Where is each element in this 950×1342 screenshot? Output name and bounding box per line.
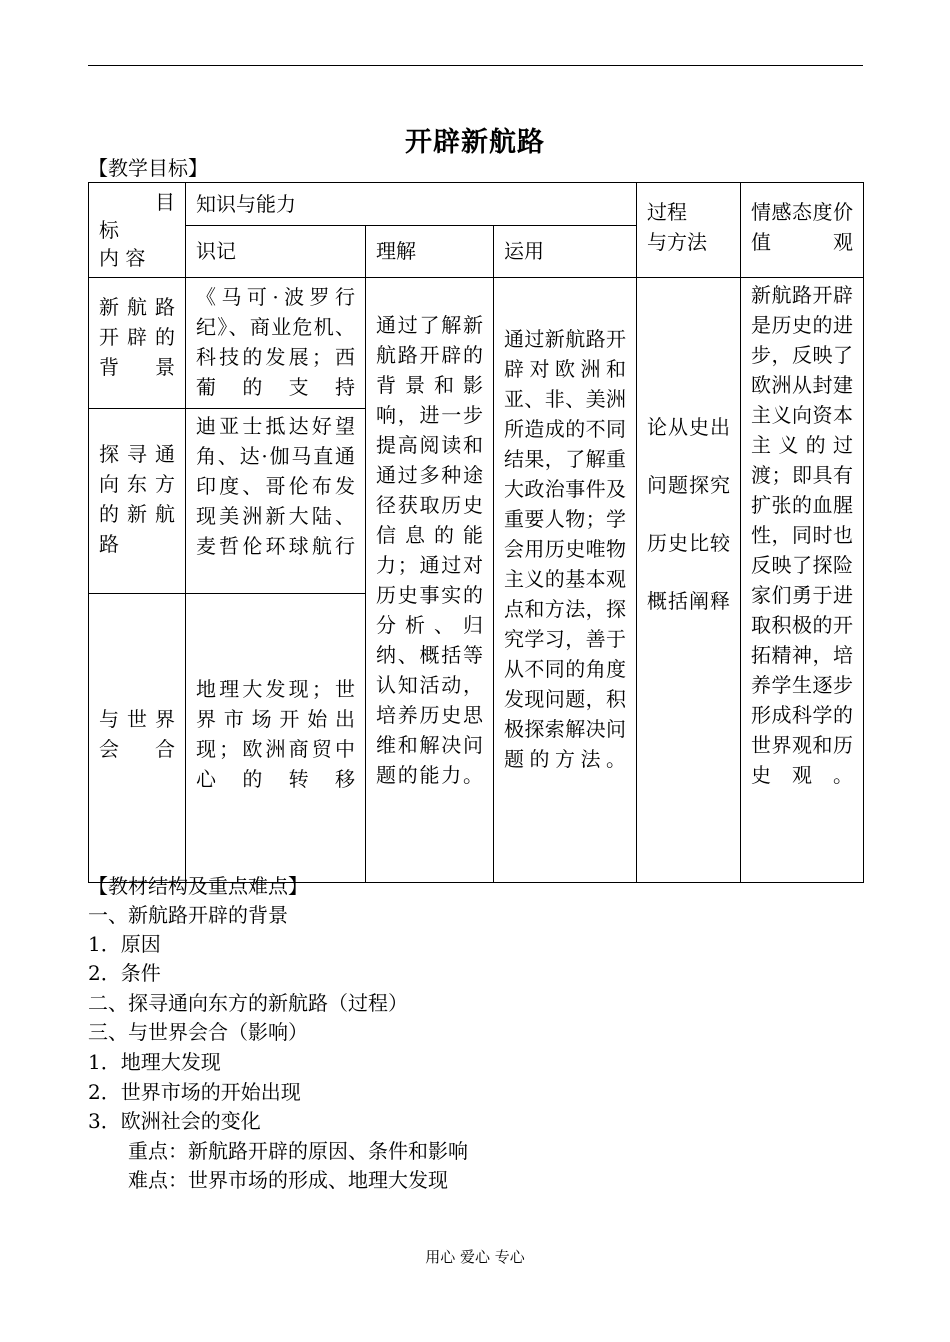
page-title: 开辟新航路 — [405, 127, 545, 158]
row-label-meeting — [89, 594, 186, 883]
outline-item: 1．地理大发现 — [88, 1050, 221, 1074]
header-rule — [88, 65, 863, 66]
key-point: 重点：新航路开辟的原因、条件和影响 — [128, 1139, 468, 1163]
yunyong-header — [494, 226, 637, 278]
lijie-cell-text: 通过了解新航路开辟的背景和影响，进一步提高阅读和通过多种途径获取历史信息的能力；通过对历史事实的分析、归纳、概括等认知活动，培养历史思维和解决问题的能力。 — [376, 313, 483, 787]
outline-item: 三、与世界会合（影响） — [88, 1020, 308, 1044]
outline-item: 3．欧洲社会的变化 — [88, 1109, 261, 1133]
outline-item: 一、新航路开辟的背景 — [88, 903, 288, 927]
row-label-background-text: 新航路开辟的背景 — [99, 295, 175, 379]
section-heading-objectives: 【教学目标】 — [88, 156, 208, 180]
emotion-header — [741, 183, 864, 278]
outline-item: 2．条件 — [88, 961, 161, 985]
process-header — [637, 183, 741, 278]
row-label-route-text: 探寻通向东方的新航路 — [99, 442, 175, 556]
objectives-table — [88, 182, 864, 883]
row-label-route — [89, 409, 186, 594]
knowledge-header — [186, 183, 637, 226]
row-label-background — [89, 278, 186, 409]
page-footer: 用心 爱心 专心 — [425, 1248, 525, 1266]
method-cell — [637, 278, 741, 883]
method-item-2: 问题探究 — [647, 473, 731, 497]
corner-label-biao: 标 — [99, 218, 119, 242]
lijie-header — [366, 226, 494, 278]
shiji-header — [186, 226, 366, 278]
yunyong-cell-text: 通过新航路开辟对欧洲和亚、非、美洲所造成的不同结果，了解重大政治事件及重要人物；学会用历史唯物主义的基本观点和方法，探究学习，善于从不同的角度发现问题，积极探索解决问题的方法。 — [504, 327, 627, 771]
corner-label-neirong: 内 容 — [99, 246, 146, 270]
shiji-background — [186, 278, 366, 409]
section-heading-structure: 【教材结构及重点难点】 — [88, 874, 308, 898]
corner-label-mu: 目 — [155, 190, 175, 214]
method-item-1: 论从史出 — [647, 415, 731, 439]
shiji-header-text: 识记 — [196, 239, 236, 263]
corner-header-cell — [89, 183, 186, 278]
shiji-background-text: 《马可·波罗行纪》、商业危机、科技的发展；西葡的支持 — [196, 285, 355, 399]
difficulty: 难点：世界市场的形成、地理大发现 — [128, 1168, 448, 1192]
emotion-header-text: 情感态度价值观 — [751, 200, 854, 254]
yunyong-header-text: 运用 — [504, 239, 544, 263]
lijie-header-text: 理解 — [376, 239, 416, 263]
outline-item: 2．世界市场的开始出现 — [88, 1080, 301, 1104]
process-header-text: 过程 与方法 — [647, 200, 708, 254]
shiji-meeting-text: 地理大发现；世界市场开始出现；欧洲商贸中心的转移 — [196, 677, 355, 791]
outline-item: 1．原因 — [88, 932, 161, 956]
knowledge-header-text: 知识与能力 — [196, 192, 296, 216]
shiji-meeting — [186, 594, 366, 883]
outline-item: 二、探寻通向东方的新航路（过程） — [88, 991, 408, 1015]
lijie-cell — [366, 278, 494, 883]
method-item-4: 概括阐释 — [647, 589, 731, 613]
yunyong-cell — [494, 278, 637, 883]
shiji-route-text: 迪亚士抵达好望角、达·伽马直通印度、哥伦布发现美洲新大陆、麦哲伦环球航行 — [196, 414, 355, 558]
row-label-meeting-text: 与世界会合 — [99, 707, 175, 761]
emotion-cell-text: 新航路开辟是历史的进步，反映了欧洲从封建主义向资本主义的过渡；即具有扩张的血腥性，同时也反映了探险家们勇于进取积极的开拓精神，培养学生逐步形成科学的世界观和历史观。 — [751, 283, 854, 787]
shiji-route — [186, 409, 366, 594]
emotion-cell — [741, 278, 864, 883]
method-item-3: 历史比较 — [647, 531, 731, 555]
